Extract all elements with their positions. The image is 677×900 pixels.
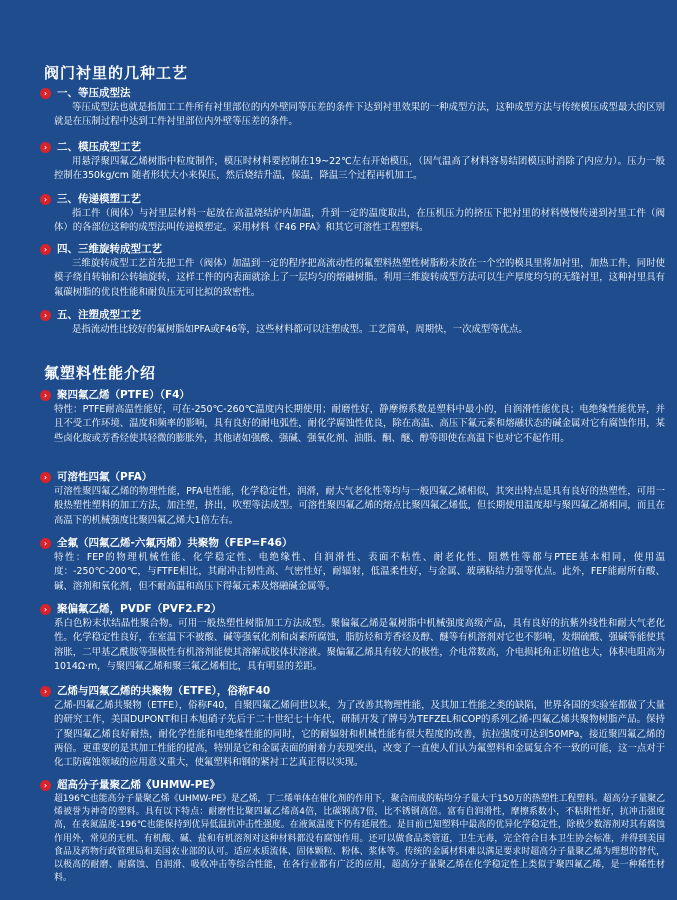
item-body: 特性：PTFE耐高温性能好，可在-250℃-260℃温度内长期使用；耐磨性好，静摩擦系数是塑料中最小的，自润滑性能优良；电绝缘性能优异，并且不受工作环境、温度和频率的影响，具有良好的耐电弧性，耐化学腐蚀性优良，除在高温、高压下氟元素和熔融状态的碱金属对它有腐蚀作用，某些卤化胺或芳香烃使其轻微的膨胀外，其他诸如强酸、强碱、强氧化剂、油脂、酮、醚、醇等即使在高温下也对它不起作用。 bbox=[54, 404, 665, 444]
item-title: 一、等压成型法 bbox=[57, 87, 131, 99]
material-item-pvdf bbox=[40, 602, 665, 674]
bullet-icon: › bbox=[40, 686, 51, 697]
material-item-ptfe bbox=[40, 388, 665, 446]
bullet-icon: › bbox=[40, 604, 51, 615]
section-heading-fluoroplastics: 氟塑料性能介绍 bbox=[44, 364, 157, 382]
item-body: 指工件（阀体）与衬里层材料一起放在高温烧结炉内加温，升到一定的温度取出，在压机压力的挤压下把衬里的材料慢慢传递到衬里工件（阀体）的各部位这种的成型法叫传递模塑定。采用材料《F46 PFA》和其它可溶性工程塑料。 bbox=[54, 208, 665, 234]
item-title: 可溶性四氟（PFA） bbox=[57, 471, 153, 483]
item-body: 是指流动性比较好的氟树脂如PFA或F46等，这些材料都可以注塑成型。工艺简单，周期快，一次成型等优点。 bbox=[72, 324, 528, 335]
material-item-fep bbox=[40, 536, 665, 594]
item-title: 乙烯与四氟乙烯的共聚物（ETFE），俗称F40 bbox=[57, 685, 271, 697]
process-item-transfer-molding bbox=[40, 192, 665, 236]
bullet-icon: › bbox=[40, 310, 51, 321]
bullet-icon: › bbox=[40, 88, 51, 99]
item-title: 全氟（四氟乙烯-六氟丙烯）共聚物（FEP=F46） bbox=[57, 537, 293, 549]
item-body: 乙烯-四氟乙烯共聚物（ETFE），俗称F40，自聚四氟乙烯问世以来，为了改善其物理性能，及其加工性能之类的缺陷，世界各国的实验室都做了大量的研究工作，美国DUPONT和日本旭硝子先后于二十世纪七十年代，研制开发了牌号为TEFZEL和COP的系列乙烯-四氟乙烯共聚物树脂产品。保持了聚四氟乙烯良好耐热，耐化学性能和电绝缘性能的同时，它的耐辐射和机械性能有很大程度的改善，抗拉强度可达到50MPa，接近聚四氟乙烯的两倍。更重要的是其加工性能的提高，特别是它和金属表面的耐着力表现突出，改变了一直使人们认为氟塑料和金属复合不一致的可能，这一点对于化工防腐蚀领域的应用意义重大，使氟塑料和钢的紧衬工艺真正得以实现。 bbox=[54, 700, 665, 769]
item-title: 五、注塑成型工艺 bbox=[57, 309, 141, 321]
bullet-icon: › bbox=[40, 538, 51, 549]
material-item-etfe bbox=[40, 684, 665, 770]
item-title: 三、传递模塑工艺 bbox=[57, 193, 141, 205]
item-title: 超高分子量聚乙烯《UHMW-PE》 bbox=[57, 779, 221, 791]
bullet-icon: › bbox=[40, 780, 51, 791]
bullet-icon: › bbox=[40, 390, 51, 401]
bullet-icon: › bbox=[40, 194, 51, 205]
bullet-icon: › bbox=[40, 244, 51, 255]
material-item-pfa bbox=[40, 470, 665, 528]
process-item-compression-molding bbox=[40, 140, 665, 184]
item-body: 可溶性聚四氟乙烯的物理性能，PFA电性能，化学稳定性，润滑，耐大气老化性等均与一般四氟乙烯相似，其突出特点是具有良好的热塑性，可用一般热塑性塑料的加工方法，加注塑，挤出，吹塑等法成型。可溶性聚四氟乙烯的熔点比聚四氟乙烯低，但长期使用温度却与聚四氟乙烯相同，而且在高温下的机械强度比聚四氟乙烯大1倍左右。 bbox=[54, 486, 665, 526]
item-title: 聚偏氟乙烯，PVDF（PVF2.F2） bbox=[57, 603, 222, 615]
section-heading-lining-processes: 阀门衬里的几种工艺 bbox=[44, 64, 189, 82]
bullet-icon: › bbox=[40, 472, 51, 483]
material-item-uhmwpe bbox=[40, 778, 665, 885]
item-body: 用悬浮聚四氟乙烯树脂中粒度制作，模压时材料要控制在19~22℃左右开始模压，（因气温高了材料容易结团模压时消除了内应力）。压力一般控制在350kg/cm 随者形状大小来保压，然后烧结升温，保温，降温三个过程再机加工。 bbox=[54, 156, 665, 182]
item-title: 聚四氟乙烯（PTFE）（F4） bbox=[57, 389, 190, 401]
item-title: 四、三维旋转成型工艺 bbox=[57, 243, 162, 255]
item-body: 超196℃也能高分子量聚乙烯《UHMW-PE》是乙烯，丁二烯单体在催化剂的作用下，聚合而成的粘均分子量大于150万的热塑性工程塑料。超高分子量聚乙烯被誉为神奇的塑料。具有以下特点：耐磨性比聚四氟乙烯高4倍，比碳钢高7倍，比不锈钢高倍。富有自润滑性，摩擦系数小，不粘附性好，抗冲击强度高，在表氮温度-196℃也能保持到优异低温抗冲击性强度。在液氮温度下仍有延展性。是目前已知塑料中最高的优异化学稳定性，除极少数溶剂对其有腐蚀作用外，常见的无机、有机酸、碱、盐和有机溶剂对这种材料都没有腐蚀作用。还可以做食品类管道，卫生无毒，完全符合日本卫生协会标准，并得到美国食品及药物行政管理局和美国农业部的认可。适应水质流体、固体颗粒、粉体、浆体等。传统的金属材料难以满足要求时超高分子量聚乙烯为理想的替代，以极高的耐磨、耐腐蚀、自润滑、吸收冲击等综合性能，在各行业都有广泛的应用，超高分子量聚乙烯在化学稳定性上类似于聚四氟乙烯，是一种稀性材料。 bbox=[54, 794, 665, 884]
item-body: 三维旋转成型工艺首先把工件（阀体）加温到一定的程序把高流动性的氟塑料热塑性树脂粉末放在一个空的模具里将加衬里，加热工件，同时使模子绕自转轴和公转轴旋转，这样工件的内表面就涂上了一层均匀的熔融树脂。利用三维旋转成型方法可以生产厚度均匀的无缝衬里，这种衬里具有氟碳树脂的优良性能和耐负压无可比拟的致密性。 bbox=[54, 258, 665, 298]
process-item-isostatic bbox=[40, 86, 665, 130]
item-body: 系白色粉末状结晶性聚合物。可用一般热塑性树脂加工方法成型。聚偏氟乙烯是氟树脂中机械强度高级产品，具有良好的抗紫外线性和耐大气老化性。化学稳定性良好，在室温下不被酸、碱等强氧化剂和卤素所腐蚀，脂肪烃和芳香烃及醇、醚等有机溶剂对它也不影响，发烟硫酸、强碱等能使其溶胀，二甲基乙酰胺等强极性有机溶剂能使其溶解成胶体状溶液。聚偏氟乙烯具有较大的极性，介电常数高，介电损耗角正切值也大，体积电阻高为1014Ω·m，与聚四氟乙烯和聚三氟乙烯相比，具有明显的差距。 bbox=[54, 618, 665, 672]
item-body: 特性：FEP的物理机械性能、化学稳定性、电绝缘性、自润滑性、表面不粘性、耐老化性、阻燃性等都与PTEE基本相同，使用温度：-250℃-200℃，与FTFE相比，其耐冲击韧性高、气密性好，耐辐射，低温柔性好，与金属、玻璃粘结力强等优点。此外，FEF能耐所有酸、碱、溶剂和氧化剂，但不耐高温和高压下得氟元素及熔融碱金属等。 bbox=[54, 552, 665, 592]
item-body: 等压成型法也就是指加工工件所有衬里部位的内外壁同等压差的条件下达到衬里效果的一种成型方法，这种成型方法与传统模压成型最大的区别就是在压制过程中达到工件衬里部位内外壁等压差的条件。 bbox=[54, 102, 665, 128]
process-item-injection-molding bbox=[40, 308, 665, 337]
item-title: 二、模压成型工艺 bbox=[57, 141, 141, 153]
bullet-icon: › bbox=[40, 142, 51, 153]
process-item-rotational-molding bbox=[40, 242, 665, 300]
